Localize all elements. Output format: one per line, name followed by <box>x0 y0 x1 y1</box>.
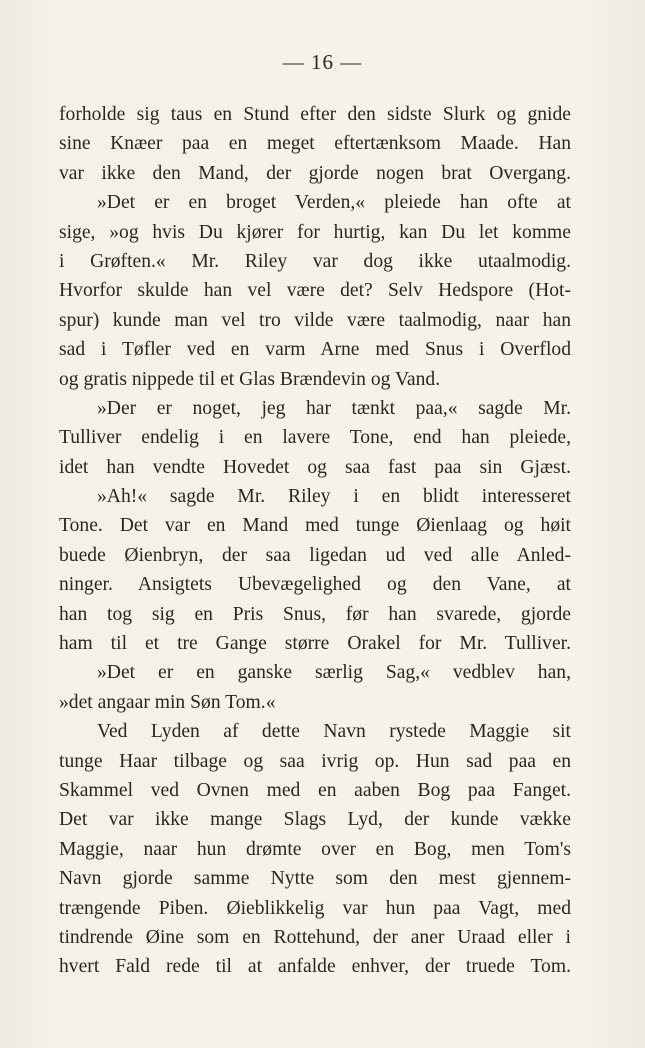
text-line: tunge Haar tilbage og saa ivrig op. Hun sad paa en <box>59 750 571 772</box>
text-line: forholde sig taus en Stund efter den sidste Slurk og gnide <box>59 104 571 125</box>
text-line: Skammel ved Ovnen med en aaben Bog paa Fanget. <box>59 779 571 801</box>
text-line: og gratis nippede til et Glas Brændevin og Vand. <box>59 368 441 390</box>
text-line: i Grøften.« Mr. Riley var dog ikke utaalmodig. <box>59 250 571 272</box>
text-line: var ikke den Mand, der gjorde nogen brat Overgang. <box>59 162 571 184</box>
text-line: »Der er noget, jeg har tænkt paa,« sagde Mr. <box>97 397 571 419</box>
text-line: han tog sig en Pris Snus, før han svarede, gjorde <box>59 603 571 625</box>
text-line: »Ah!« sagde Mr. Riley i en blidt interesseret <box>97 486 571 508</box>
text-line: Navn gjorde samme Nytte som den mest gjennem- <box>59 868 571 890</box>
text-line: hvert Fald rede til at anfalde enhver, der truede Tom. <box>59 956 571 978</box>
text-line: idet han vendte Hovedet og saa fast paa sin Gjæst. <box>59 456 571 478</box>
page-number: — 16 — <box>282 50 363 74</box>
text-line: ham til et tre Gange større Orakel for Mr. Tulliver. <box>59 633 571 655</box>
text-line: ninger. Ansigtets Ubevægelighed og den Vane, at <box>59 574 571 596</box>
text-line: Det var ikke mange Slags Lyd, der kunde vække <box>59 809 571 831</box>
text-line: »Det er en ganske særlig Sag,« vedblev han, <box>97 662 571 684</box>
text-line: »det angaar min Søn Tom.« <box>59 691 276 713</box>
text-line: Ved Lyden af dette Navn rystede Maggie sit <box>97 721 571 743</box>
text-line: tindrende Øine som en Rottehund, der aner Uraad eller i <box>59 926 571 948</box>
text-line: »Det er en broget Verden,« pleiede han ofte at <box>97 192 571 214</box>
text-line: Tone. Det var en Mand med tunge Øienlaag og høit <box>59 515 571 537</box>
text-line: sine Knæer paa en meget eftertænksom Maade. Han <box>59 133 571 155</box>
text-line: trængende Piben. Øieblikkelig var hun paa Vagt, med <box>59 897 571 919</box>
text-line: sad i Tøfler ved en varm Arne med Snus i Overflod <box>59 339 571 361</box>
text-line: Tulliver endelig i en lavere Tone, end han pleiede, <box>59 427 571 449</box>
text-line: Hvorfor skulde han vel være det? Selv Hedspore (Hot- <box>59 280 571 302</box>
text-line: sige, »og hvis Du kjører for hurtig, kan Du let komme <box>59 221 571 243</box>
body-text <box>59 100 571 982</box>
text-line: spur) kunde man vel tro vilde være taalmodig, naar han <box>59 309 571 331</box>
text-line: buede Øienbryn, der saa ligedan ud ved alle Anled- <box>59 544 571 566</box>
text-line: Maggie, naar hun drømte over en Bog, men Tom's <box>59 838 571 860</box>
